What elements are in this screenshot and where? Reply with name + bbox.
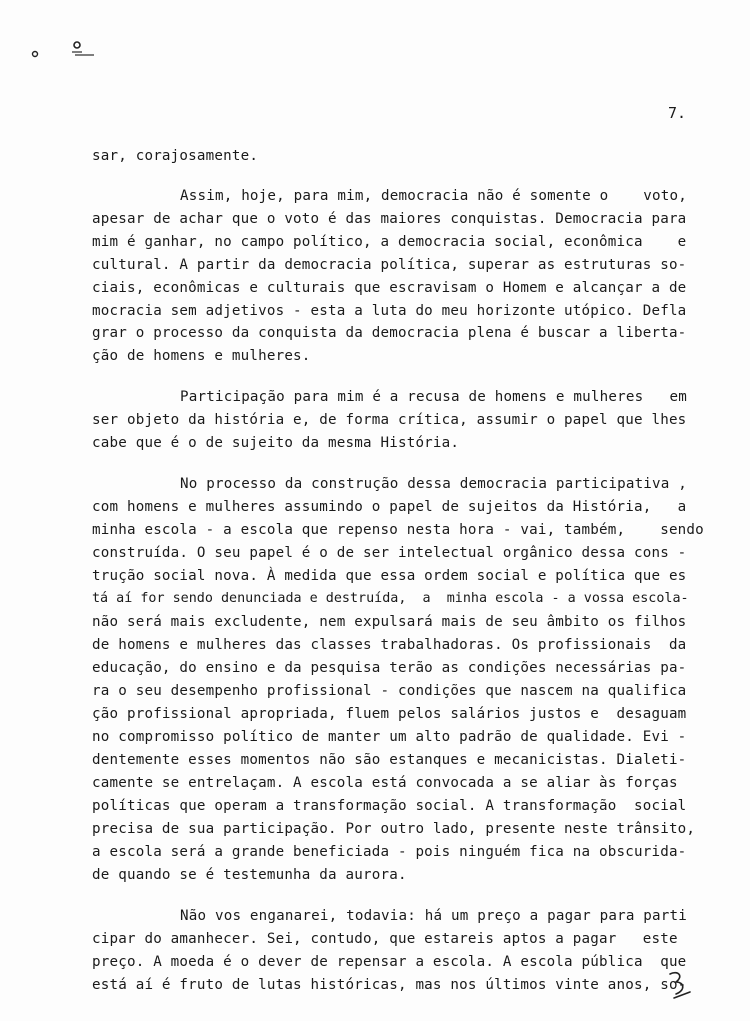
text-line: No processo da construção dessa democracia participativa , [180, 476, 688, 492]
text-line: cultural. A partir da democracia política, superar as estruturas so- [92, 257, 687, 273]
text-line: ção profissional apropriada, fluem pelos salários justos e desaguam [92, 706, 687, 722]
text-line: de homens e mulheres das classes trabalhadoras. Os profissionais da [92, 637, 687, 653]
initials-signature-icon [664, 968, 694, 1004]
text-line: ra o seu desempenho profissional - condições que nascem na qualifica [92, 683, 687, 699]
text-line: ciais, econômicas e culturais que escravisam o Homem e alcançar a de [92, 280, 687, 296]
text-line: sar, corajosamente. [92, 148, 259, 164]
text-line: Assim, hoje, para mim, democracia não é somente o voto, [180, 188, 688, 204]
text-line: mim é ganhar, no campo político, a democracia social, econômica e [92, 234, 687, 250]
text-line: ser objeto da história e, de forma crítica, assumir o papel que lhes [92, 412, 687, 428]
text-line: precisa de sua participação. Por outro lado, presente neste trânsito, [92, 821, 696, 837]
text-line: mocracia sem adjetivos - esta a luta do meu horizonte utópico. Defla [92, 303, 687, 319]
page-number: 7. [668, 104, 687, 122]
text-line: cipar do amanhecer. Sei, contudo, que estareis aptos a pagar este [92, 931, 678, 947]
text-line: cabe que é o de sujeito da mesma História. [92, 435, 460, 451]
text-line: Participação para mim é a recusa de homens e mulheres em [180, 389, 688, 405]
text-line: tá aí for sendo denunciada e destruída, a minha escola - a vossa escola- [92, 591, 689, 606]
text-line: grar o processo da conquista da democracia plena é buscar a liberta- [92, 325, 687, 341]
text-line: construída. O seu papel é o de ser intelectual orgânico dessa cons - [92, 545, 687, 561]
text-line: com homens e mulheres assumindo o papel de sujeitos da História, a [92, 499, 687, 515]
text-line: no compromisso político de manter um alto padrão de qualidade. Evi - [92, 729, 687, 745]
text-line: educação, do ensino e da pesquisa terão as condições necessárias pa- [92, 660, 687, 676]
text-line: preço. A moeda é o dever de repensar a escola. A escola pública que [92, 954, 687, 970]
text-line: trução social nova. À medida que essa ordem social e política que es [92, 568, 687, 584]
text-line: apesar de achar que o voto é das maiores conquistas. Democracia para [92, 211, 687, 227]
text-line: ção de homens e mulheres. [92, 348, 311, 364]
text-line: está aí é fruto de lutas históricas, mas nos últimos vinte anos, so- [92, 977, 687, 993]
text-line: minha escola - a escola que repenso nesta hora - vai, também, sendo [92, 522, 704, 538]
text-line: não será mais excludente, nem expulsará mais de seu âmbito os filhos [92, 614, 687, 630]
text-line: a escola será a grande beneficiada - pois ninguém fica na obscurida- [92, 844, 687, 860]
text-line: Não vos enganarei, todavia: há um preço a pagar para parti [180, 908, 688, 924]
scan-marks-icon [28, 38, 98, 68]
text-line: políticas que operam a transformação social. A transformação social [92, 798, 687, 814]
text-line: de quando se é testemunha da aurora. [92, 867, 407, 883]
text-line: camente se entrelaçam. A escola está convocada a se aliar às forças [92, 775, 678, 791]
text-line: dentemente esses momentos não são estanques e mecanicistas. Dialeti- [92, 752, 687, 768]
